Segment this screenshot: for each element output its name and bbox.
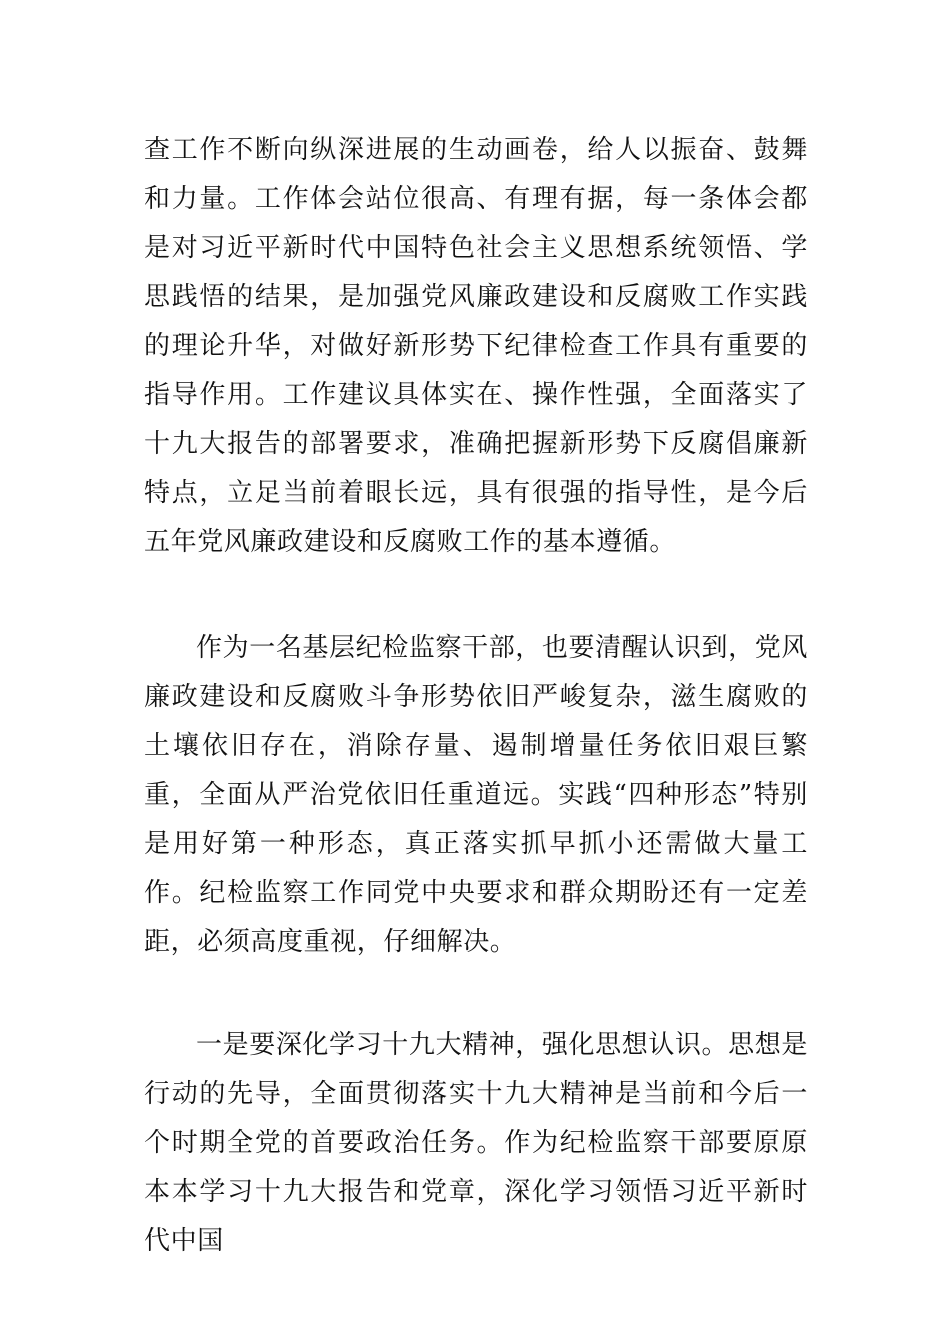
paragraph-continuation: 查工作不断向纵深进展的生动画卷，给人以振奋、鼓舞和力量。工作体会站位很高、有理有据，每一条体会都是对习近平新时代中国特色社会主义思想系统领悟、学思践悟的结果，是加强党风廉政建设和反腐败工作实践的理论升华，对做好新形势下纪律检查工作具有重要的指导作用。工作建议具体实在、操作性强，全面落实了十九大报告的部署要求，准确把握新形势下反腐倡廉新特点，立足当前着眼长远，具有很强的指导性，是今后五年党风廉政建设和反腐败工作的基本遵循。 <box>144 135 808 557</box>
paragraph-point-one: 一是要深化学习十九大精神，强化思想认识。思想是行动的先导，全面贯彻落实十九大精神是当前和今后一个时期全党的首要政治任务。作为纪检监察干部要原原本本学习十九大报告和党章，深化学习领悟习近平新时代中国 <box>144 1030 808 1256</box>
paragraph-awareness: 作为一名基层纪检监察干部，也要清醒认识到，党风廉政建设和反腐败斗争形势依旧严峻复杂，滋生腐败的土壤依旧存在，消除存量、遏制增量任务依旧艰巨繁重，全面从严治党依旧任重道远。实践“四种形态”特别是用好第一种形态，真正落实抓早抓小还需做大量工作。纪检监察工作同党中央要求和群众期盼还有一定差距，必须高度重视，仔细解决。 <box>144 633 808 957</box>
